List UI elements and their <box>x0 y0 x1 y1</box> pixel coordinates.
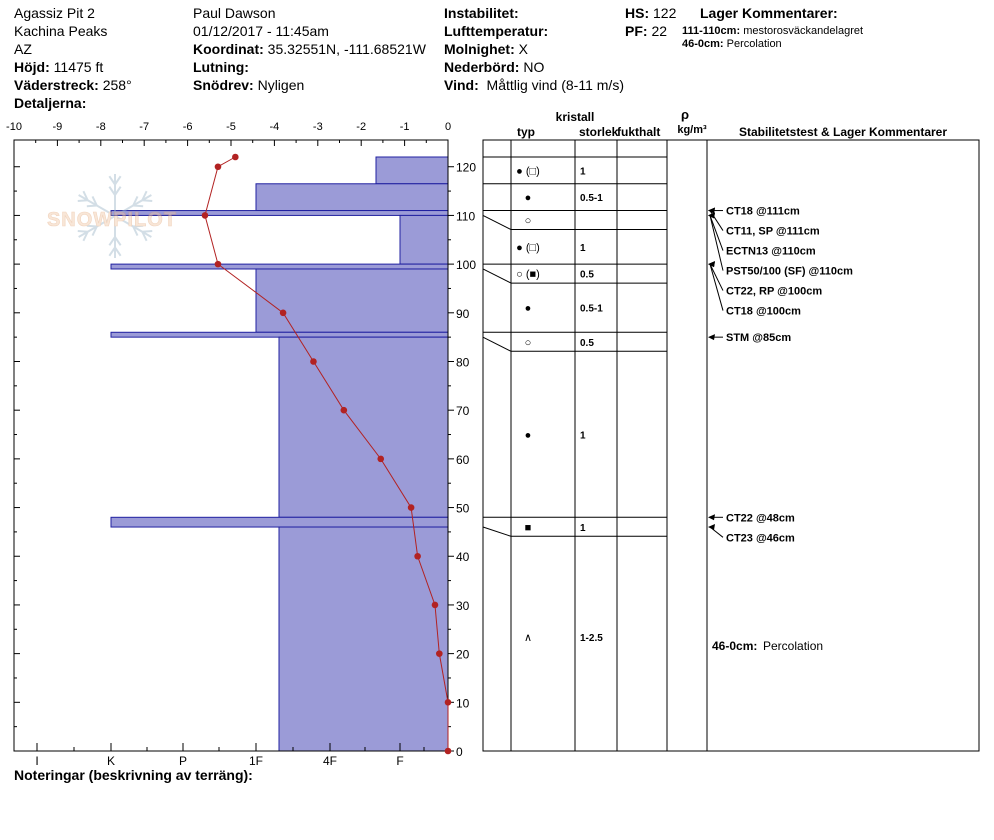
hardness-bar <box>279 337 448 517</box>
hardness-profile <box>111 157 448 751</box>
crystal-type: ● (□) <box>516 165 540 178</box>
air-temperature-label: Lufttemperatur: <box>444 23 549 39</box>
sky-cover-label: Molnighet: <box>444 41 515 57</box>
foot-penetration-value: 22 <box>651 23 668 39</box>
temperature-tick-label: 0 <box>444 121 452 133</box>
temperature-point <box>341 407 348 414</box>
coordinates-value: 35.32551N, -111.68521W <box>267 41 426 57</box>
temperature-tick-label: -6 <box>182 121 193 133</box>
details-label: Detaljerna: <box>14 95 87 111</box>
crystal-type: ● <box>524 429 532 442</box>
depth-tick-label: 20 <box>456 647 470 662</box>
instability-label: Instabilitet: <box>444 5 519 21</box>
crystal-type: ● <box>524 192 532 205</box>
hardness-tick-label: 1F <box>248 754 264 768</box>
snowflake-branch <box>78 231 88 232</box>
depth-tick-label: 10 <box>456 696 470 711</box>
type-header: typ <box>517 125 535 139</box>
datetime: 01/12/2017 - 11:45am <box>193 23 329 39</box>
temperature-point <box>377 456 384 463</box>
layer-boundary-connector <box>483 527 511 536</box>
elevation-value: 11475 ft <box>53 59 104 75</box>
size-header: storlek <box>579 125 619 139</box>
hardness-bar <box>279 527 448 751</box>
snow-height-label: HS: <box>625 5 650 21</box>
hardness-tick-label: 4F <box>322 754 338 768</box>
stability-test-arrow <box>710 215 723 270</box>
notes-label: Noteringar (beskrivning av terräng): <box>14 767 253 783</box>
layer-boundary-connector <box>483 269 511 283</box>
snowflake-branch <box>78 200 88 201</box>
wind-value: Måttlig vind (8-11 m/s) <box>486 77 624 93</box>
crystal-size: 0.5 <box>580 269 594 281</box>
crystal-size: 1 <box>580 242 586 254</box>
stability-test: CT18 @111cm <box>726 205 800 218</box>
hardness-bar <box>256 269 448 332</box>
stability-test: CT11, SP @111cm <box>726 225 820 238</box>
temperature-tick-label: -7 <box>139 121 150 133</box>
temperature-point <box>414 553 421 560</box>
depth-tick-label: 110 <box>456 209 476 224</box>
depth-tick-label: 30 <box>456 598 470 613</box>
hardness-tick-label: F <box>396 754 404 768</box>
hardness-tick-label: P <box>178 754 188 768</box>
layer-comment-text: mestorosväckandelagret <box>743 25 864 37</box>
crystal-type: ○ <box>524 215 532 228</box>
crystal-type: ∧ <box>523 632 533 644</box>
wind-label: Vind: <box>444 77 479 93</box>
arrow-head-icon <box>708 514 715 520</box>
layer-comments-title: Lager Kommentarer: <box>700 5 838 21</box>
crystal-size: 1 <box>580 166 586 178</box>
layer-comment-range: 46-0cm: <box>682 38 724 50</box>
moisture-header: fukthalt <box>617 125 661 139</box>
precipitation-label: Nederbörd: <box>444 59 520 75</box>
depth-tick-label: 0 <box>456 745 463 759</box>
table-comment <box>712 639 823 653</box>
layer-comment-text: Percolation <box>726 38 782 50</box>
stability-test: STM @85cm <box>726 332 792 345</box>
snowflake-branch <box>87 206 97 207</box>
stability-test: CT22, RP @100cm <box>726 285 823 298</box>
stability-header: Stabilitetstest & Lager Kommentarer <box>738 125 948 139</box>
slope-label: Lutning: <box>193 59 249 75</box>
temperature-point <box>310 358 317 365</box>
crystal-size: 1 <box>580 522 586 534</box>
location: Kachina Peaks <box>14 23 108 39</box>
temperature-point <box>436 650 443 657</box>
hardness-bar <box>400 215 448 264</box>
temperature-point <box>215 163 222 170</box>
crystal-header: kristall <box>555 110 595 124</box>
aspect-label: Väderstreck: <box>14 77 99 93</box>
crystal-size: 0.5-1 <box>580 303 603 315</box>
hardness-bar <box>111 332 448 337</box>
layer-comment-range: 111-110cm: <box>682 25 741 37</box>
temperature-tick-label: -4 <box>269 121 280 133</box>
coordinates-label: Koordinat: <box>193 41 264 57</box>
state: AZ <box>14 41 32 57</box>
snowpilot-watermark <box>47 174 177 258</box>
crystal-type: ○ (■) <box>516 268 540 281</box>
temperature-tick-label: -8 <box>95 121 106 133</box>
temperature-point <box>408 504 415 511</box>
temperature-point <box>445 748 452 755</box>
hardness-tick-label: K <box>106 754 116 768</box>
snowflake-branch <box>142 231 152 232</box>
wind-loading-label: Snödrev: <box>193 77 254 93</box>
temperature-axis <box>6 121 451 146</box>
foot-penetration-label: PF: <box>625 23 648 39</box>
temperature-tick-label: -9 <box>52 121 63 133</box>
observer: Paul Dawson <box>193 5 276 21</box>
stability-test: CT23 @46cm <box>726 532 795 545</box>
hardness-bar <box>376 157 448 184</box>
temperature-tick-label: -5 <box>226 121 236 133</box>
layer-table-headers <box>517 107 947 139</box>
temperature-point <box>432 602 439 609</box>
stability-test: PST50/100 (SF) @110cm <box>726 265 853 278</box>
stability-test: CT22 @48cm <box>726 512 795 525</box>
stability-test: CT18 @100cm <box>726 305 801 318</box>
crystal-type: ● <box>524 302 532 315</box>
snowflake-branch <box>133 206 143 207</box>
layer-boundary-connector <box>483 215 511 229</box>
snow-height-value: 122 <box>653 5 677 21</box>
stability-tests <box>708 206 853 545</box>
depth-tick-label: 120 <box>456 160 477 175</box>
temperature-point <box>280 310 287 317</box>
crystal-type: ■ <box>524 521 532 534</box>
table-comment-text: Percolation <box>763 639 824 653</box>
watermark-text: SNOWPILOT <box>46 209 178 231</box>
temperature-point <box>445 699 452 706</box>
temperature-point <box>232 154 239 161</box>
depth-tick-label: 40 <box>456 550 470 565</box>
layer-table-columns <box>511 140 707 751</box>
snowflake-branch <box>142 200 152 201</box>
crystal-type: ○ <box>524 336 532 349</box>
hardness-tick-label: I <box>35 754 39 768</box>
hardness-bar <box>256 184 448 211</box>
temperature-point <box>215 261 222 268</box>
depth-tick-label: 60 <box>456 452 470 467</box>
aspect-value: 258° <box>102 77 132 93</box>
temperature-tick-label: -2 <box>356 121 367 133</box>
crystal-type: ● (□) <box>516 241 540 254</box>
table-comment-range: 46-0cm: <box>712 639 758 653</box>
depth-tick-label: 50 <box>456 501 470 516</box>
temperature-point <box>202 212 209 219</box>
wind-loading-value: Nyligen <box>257 77 305 93</box>
crystal-size: 1 <box>580 430 586 442</box>
depth-tick-label: 70 <box>456 404 470 419</box>
crystal-size: 0.5 <box>580 337 594 349</box>
depth-tick-label: 90 <box>456 306 470 321</box>
crystal-size: 1-2.5 <box>580 633 603 644</box>
layer-boundary-connector <box>483 337 511 351</box>
elevation-label: Höjd: <box>14 59 50 75</box>
stability-test: ECTN13 @110cm <box>726 245 816 258</box>
crystal-size: 0.5-1 <box>580 193 603 205</box>
density-rho-header: ρ <box>680 107 690 122</box>
hardness-bar <box>111 264 448 269</box>
arrow-head-icon <box>708 524 715 530</box>
temperature-tick-label: -10 <box>6 121 22 133</box>
sky-cover-value: X <box>518 41 528 57</box>
depth-tick-label: 80 <box>456 355 470 370</box>
temperature-tick-label: -1 <box>399 121 410 133</box>
pit-name: Agassiz Pit 2 <box>14 5 95 21</box>
hardness-bar <box>111 517 448 527</box>
arrow-head-icon <box>708 334 715 340</box>
density-unit-header: kg/m³ <box>677 124 707 136</box>
depth-tick-label: 100 <box>456 258 477 273</box>
precipitation-value: NO <box>523 59 545 75</box>
temperature-tick-label: -3 <box>312 121 323 133</box>
